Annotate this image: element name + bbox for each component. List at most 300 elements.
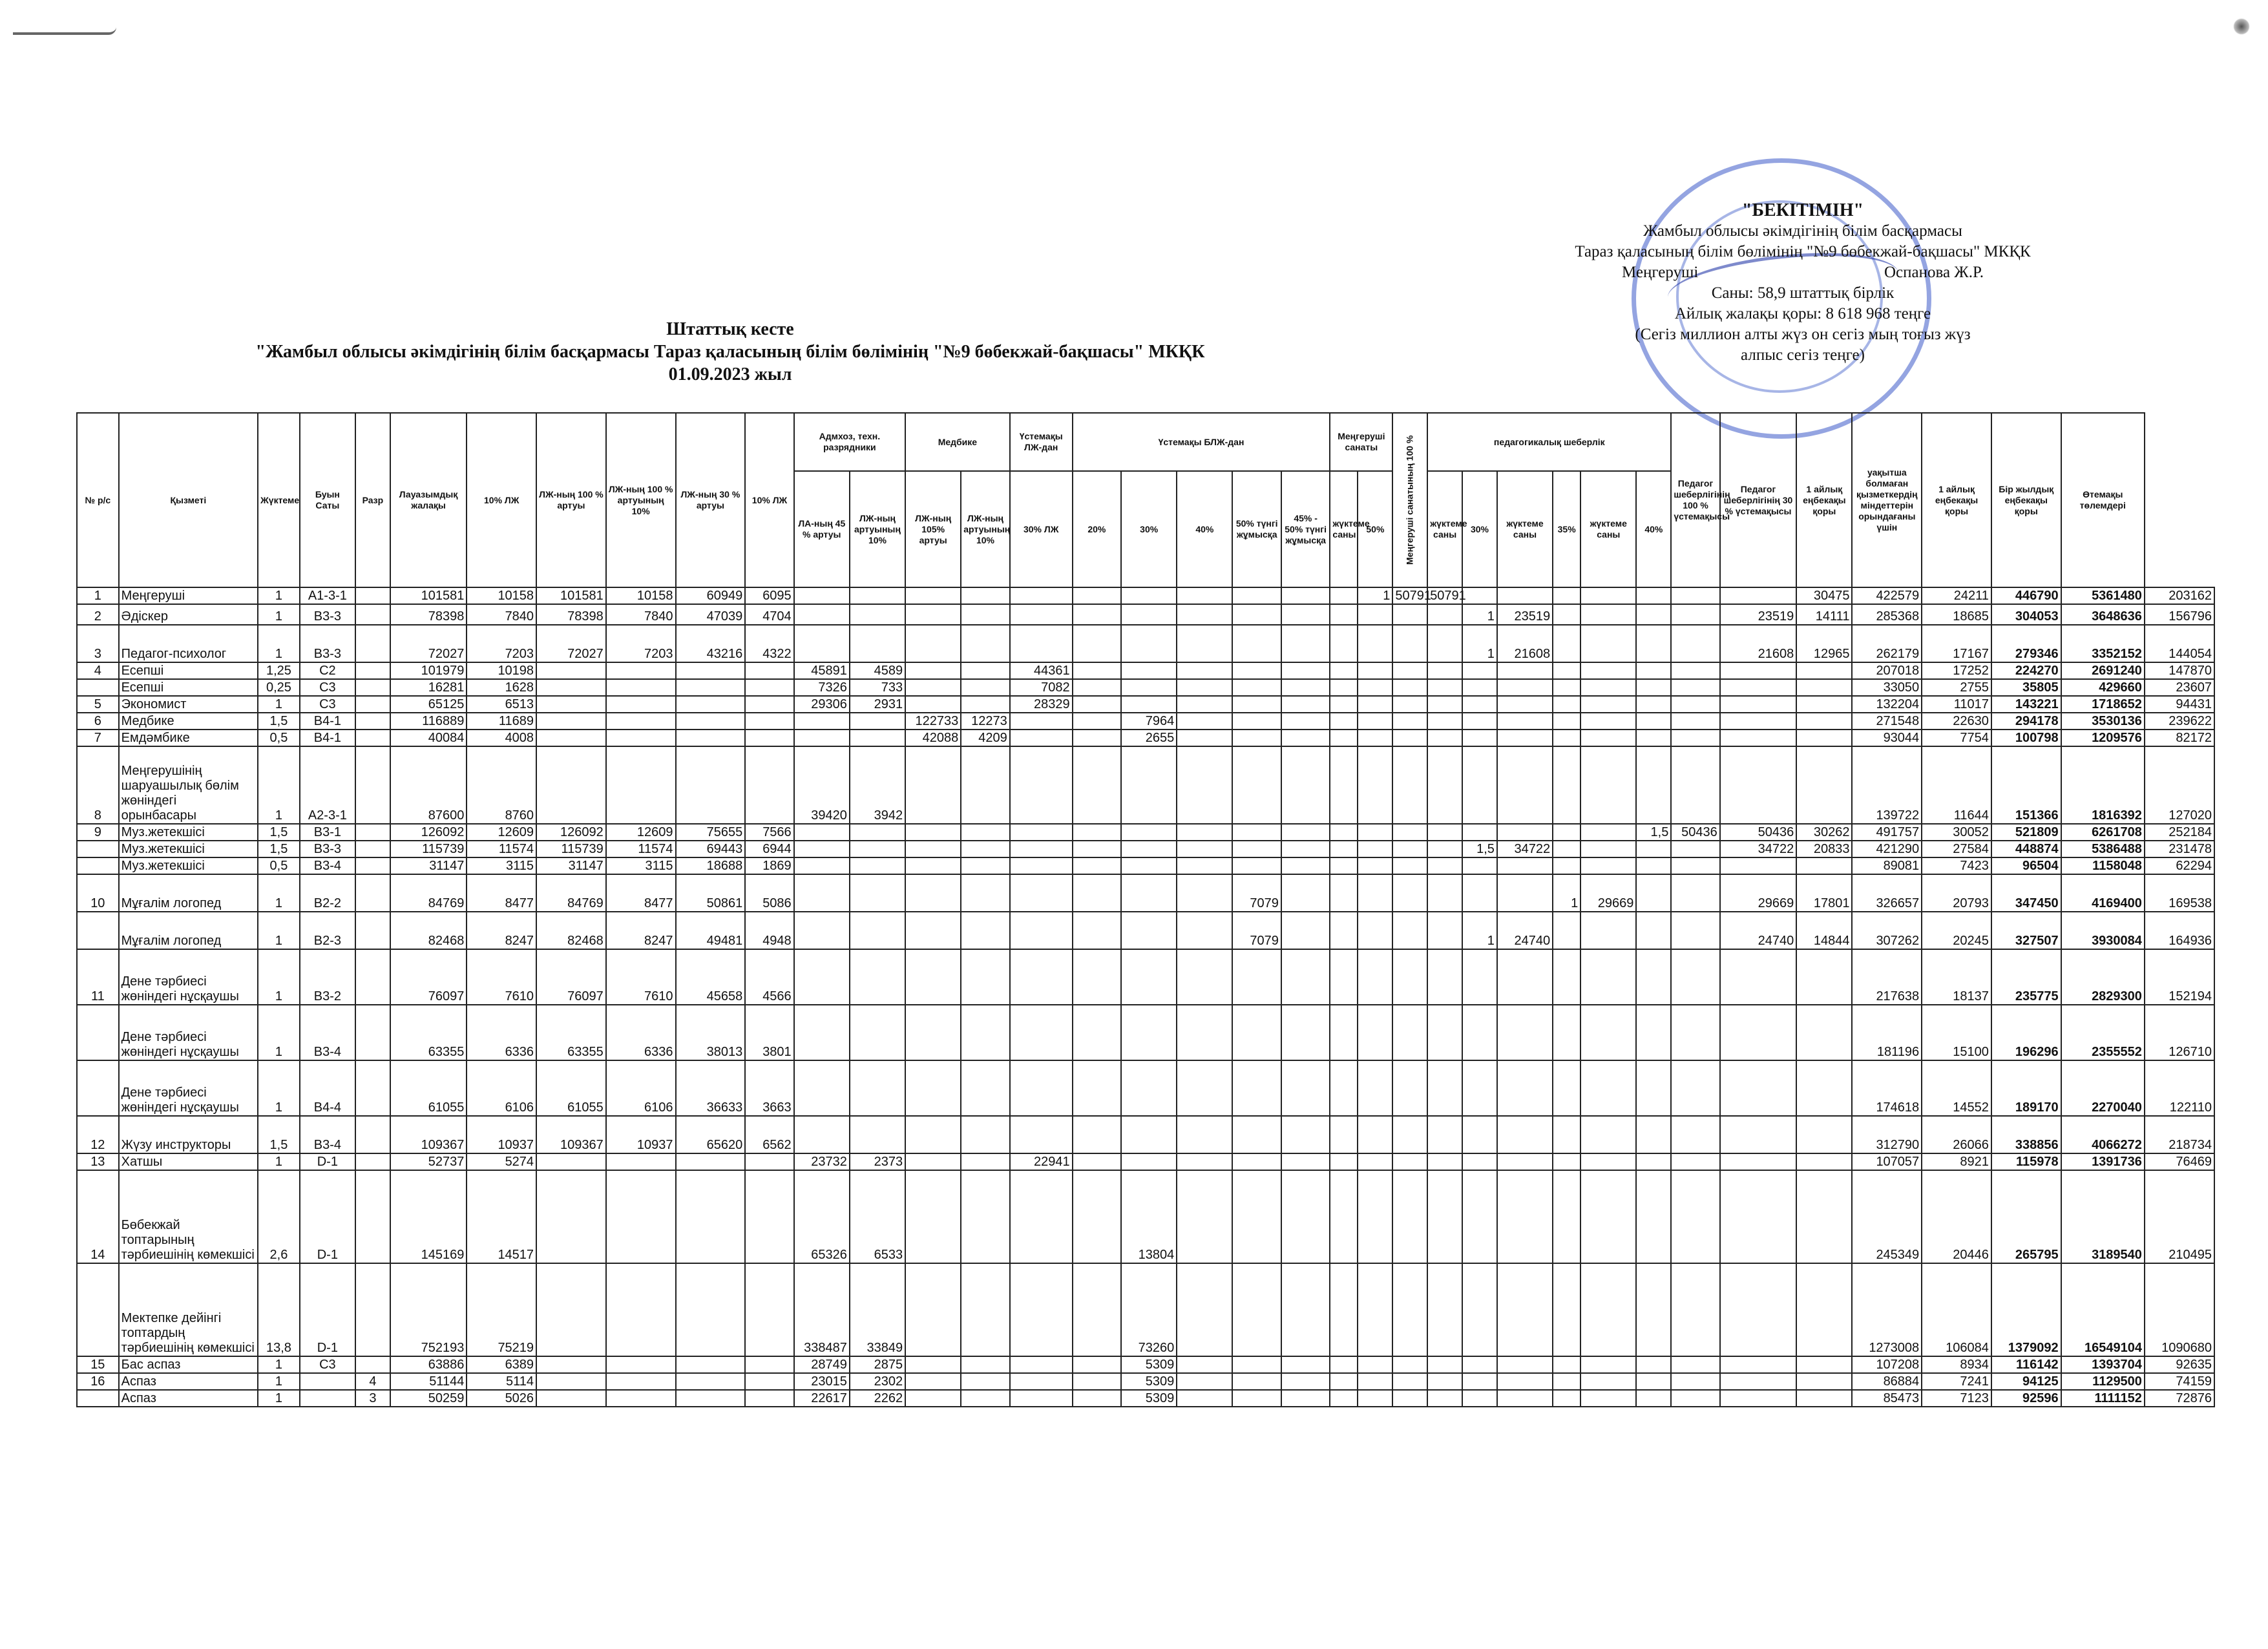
table-cell [536,1170,606,1263]
table-cell [905,841,961,857]
table-cell: 14552 [1922,1060,1991,1116]
table-cell [536,1390,606,1407]
table-cell [676,662,746,679]
table-cell [1580,912,1636,949]
table-cell: 6513 [467,696,536,713]
table-cell [1232,662,1281,679]
table-cell: 15 [77,1356,119,1373]
table-cell [1671,841,1719,857]
table-cell [1330,713,1358,730]
table-cell [536,662,606,679]
table-cell [961,912,1009,949]
table-cell: 22617 [794,1390,850,1407]
table-cell [1553,604,1580,625]
table-cell: 23732 [794,1153,850,1170]
table-cell [676,730,746,746]
table-cell [1497,1373,1553,1390]
table-cell [1073,1153,1121,1170]
table-row [77,730,2214,746]
table-cell: 30262 [1796,824,1852,841]
table-cell [961,949,1009,1005]
table-cell: В2-2 [300,874,355,912]
table-cell [1232,1373,1281,1390]
table-cell [1636,1373,1671,1390]
table-cell [1392,604,1427,625]
table-cell [961,1153,1009,1170]
table-cell: 8760 [467,746,536,824]
table-cell [1462,662,1497,679]
table-cell [1553,1263,1580,1356]
table-cell: 7964 [1121,713,1177,730]
table-cell: Бас аспаз [119,1356,258,1373]
table-cell [1232,679,1281,696]
table-cell [1462,1373,1497,1390]
table-cell [536,713,606,730]
table-cell [1720,1373,1797,1390]
table-cell [1330,1373,1358,1390]
header-group-head-category: Меңгеруші санаты [1330,413,1392,471]
table-cell: 107057 [1852,1153,1922,1170]
table-cell [1497,713,1553,730]
table-cell [1073,841,1121,857]
table-cell: В3-4 [300,1005,355,1060]
header-pm-load1: жүктеме саны [1427,471,1462,587]
header-pm-load3: жүктеме саны [1580,471,1636,587]
table-cell: 5309 [1121,1390,1177,1407]
table-cell [1010,874,1073,912]
table-cell: 6261708 [2061,824,2145,841]
table-cell: 2270040 [2061,1060,2145,1116]
table-cell [905,912,961,949]
table-cell: 1,5 [258,713,300,730]
table-cell: 446790 [1991,587,2061,604]
table-cell: 156796 [2145,604,2214,625]
table-cell [1330,1356,1358,1373]
table-cell: 7754 [1922,730,1991,746]
table-cell [355,949,390,1005]
table-cell: 100798 [1991,730,2061,746]
table-cell: 151366 [1991,746,2061,824]
table-cell [961,857,1009,874]
table-cell [961,1356,1009,1373]
table-cell [905,679,961,696]
table-cell: Мұғалім логопед [119,874,258,912]
table-cell [745,662,793,679]
table-cell: 6562 [745,1116,793,1153]
table-cell [794,824,850,841]
table-cell: Меңгерушінің шаруашылық бөлім жөніндегі орынбасары [119,746,258,824]
table-cell [1232,824,1281,841]
table-cell: 132204 [1852,696,1922,713]
table-cell: 4209 [961,730,1009,746]
table-cell [1177,949,1232,1005]
table-cell: 12 [77,1116,119,1153]
table-cell: В3-4 [300,857,355,874]
table-cell [1177,1356,1232,1373]
table-cell: 5 [77,696,119,713]
approval-title: "БЕКІТІМІН" [1741,200,1864,220]
table-cell: 76097 [536,949,606,1005]
table-cell [850,587,905,604]
table-cell [1427,746,1462,824]
table-row [77,1390,2214,1407]
table-cell: 6106 [606,1060,676,1116]
table-header-row-1 [77,413,2214,471]
table-cell [355,841,390,857]
table-cell [905,1005,961,1060]
table-cell: 7610 [606,949,676,1005]
table-cell: 72027 [536,625,606,662]
table-cell [77,1390,119,1407]
table-cell: 51144 [390,1373,467,1390]
table-cell [1636,874,1671,912]
table-cell: 0,5 [258,730,300,746]
header-head-category-100: Меңгеруші санатының 100 % [1392,413,1427,587]
table-cell [1010,587,1073,604]
table-cell: 174618 [1852,1060,1922,1116]
table-cell: 1 [258,1356,300,1373]
table-cell [1010,1170,1073,1263]
table-cell: 61055 [390,1060,467,1116]
table-cell [1427,679,1462,696]
table-cell [850,857,905,874]
table-cell [606,696,676,713]
table-cell [77,1263,119,1356]
table-cell: 10198 [467,662,536,679]
table-cell [536,1373,606,1390]
table-cell: Әдіскер [119,604,258,625]
table-cell: 11689 [467,713,536,730]
table-cell [1073,1060,1121,1116]
table-cell [1010,730,1073,746]
table-cell: 448874 [1991,841,2061,857]
table-cell: Муз.жетекшісі [119,841,258,857]
table-cell: 145169 [390,1170,467,1263]
table-cell: 4704 [745,604,793,625]
table-cell [1636,696,1671,713]
table-cell [1281,841,1330,857]
table-cell [1671,949,1719,1005]
table-cell [1232,625,1281,662]
table-cell [905,1153,961,1170]
table-cell: 122110 [2145,1060,2214,1116]
table-cell [1796,1373,1852,1390]
table-cell: Есепші [119,662,258,679]
table-cell: 5026 [467,1390,536,1407]
table-cell [1073,1390,1121,1407]
table-cell: 147870 [2145,662,2214,679]
table-cell [850,604,905,625]
table-cell [1177,587,1232,604]
table-cell [745,1170,793,1263]
table-cell: 2262 [850,1390,905,1407]
table-cell [1720,857,1797,874]
table-cell: 1,5 [1462,841,1497,857]
table-cell: 6533 [850,1170,905,1263]
table-cell [1121,587,1177,604]
table-cell: 18688 [676,857,746,874]
table-cell: 347450 [1991,874,2061,912]
table-cell: Есепші [119,679,258,696]
table-cell [355,912,390,949]
table-cell [1462,824,1497,841]
table-cell: 1 [1553,874,1580,912]
table-cell [1358,730,1392,746]
header-p30lj: 30% ЛЖ [1010,471,1073,587]
table-cell: 16 [77,1373,119,1390]
table-cell: 65620 [676,1116,746,1153]
table-cell: 2875 [850,1356,905,1373]
table-cell: 1 [1358,587,1392,604]
table-cell: 4169400 [2061,874,2145,912]
table-cell [1580,1356,1636,1373]
table-cell: 29669 [1720,874,1797,912]
table-cell: 4589 [850,662,905,679]
header-inc100: ЛЖ-ның 100 % артуы [536,413,606,587]
table-cell [1462,1263,1497,1356]
table-cell [745,746,793,824]
table-cell [1177,857,1232,874]
table-cell: 30052 [1922,824,1991,841]
header-position: Қызметі [119,413,258,587]
table-cell [1580,746,1636,824]
table-cell: 1 [258,912,300,949]
table-cell: D-1 [300,1170,355,1263]
table-cell [961,696,1009,713]
table-cell [850,713,905,730]
table-cell [1462,696,1497,713]
table-cell [745,679,793,696]
table-cell [1796,679,1852,696]
table-cell: 1 [258,1390,300,1407]
table-cell [1073,1263,1121,1356]
table-cell [1553,912,1580,949]
table-cell: В4-4 [300,1060,355,1116]
table-cell [794,604,850,625]
table-cell [1358,912,1392,949]
table-cell: D-1 [300,1263,355,1356]
table-cell [1720,1153,1797,1170]
table-cell: 65326 [794,1170,850,1263]
table-cell [1232,604,1281,625]
table-cell [1796,1153,1852,1170]
table-row [77,625,2214,662]
table-cell [1462,1356,1497,1373]
table-cell [1121,857,1177,874]
header-group-bonus-lj: Үстемақы ЛЖ-дан [1010,413,1073,471]
table-cell: 16549104 [2061,1263,2145,1356]
table-cell: 65125 [390,696,467,713]
table-cell [1073,1005,1121,1060]
table-cell: D-1 [300,1153,355,1170]
table-cell: 7840 [467,604,536,625]
table-cell [961,587,1009,604]
table-cell [1636,841,1671,857]
table-cell [355,713,390,730]
table-cell [1232,730,1281,746]
table-cell [1427,604,1462,625]
table-cell: 31147 [536,857,606,874]
table-cell: 4 [77,662,119,679]
table-cell [355,662,390,679]
table-cell [536,746,606,824]
table-cell: 107208 [1852,1356,1922,1373]
table-cell [1796,1356,1852,1373]
table-cell [1462,1060,1497,1116]
table-cell [1232,1263,1281,1356]
table-cell: 8934 [1922,1356,1991,1373]
table-cell [1121,1153,1177,1170]
table-cell [1497,679,1553,696]
table-cell [1232,696,1281,713]
table-row [77,1005,2214,1060]
table-cell [1330,1153,1358,1170]
table-cell [850,625,905,662]
table-cell [745,713,793,730]
table-cell [1671,912,1719,949]
table-row [77,604,2214,625]
table-cell: Аспаз [119,1373,258,1390]
table-cell: 6944 [745,841,793,857]
table-cell: 1 [258,696,300,713]
table-cell [1497,949,1553,1005]
table-cell [1580,662,1636,679]
header-group-bonus-blzh: Үстемақы БЛЖ-дан [1073,413,1330,471]
table-cell: 3115 [467,857,536,874]
table-cell: 43216 [676,625,746,662]
table-row [77,857,2214,874]
table-cell [1073,1373,1121,1390]
table-cell: 50791 [1427,587,1462,604]
table-cell: 252184 [2145,824,2214,841]
table-cell [1553,824,1580,841]
table-cell: 106084 [1922,1263,1991,1356]
table-cell: 72027 [390,625,467,662]
table-cell [676,713,746,730]
table-cell [1462,1390,1497,1407]
table-cell [1427,949,1462,1005]
table-cell: 127020 [2145,746,2214,824]
table-cell: 34722 [1720,841,1797,857]
table-cell [1073,1116,1121,1153]
table-cell [1796,713,1852,730]
table-cell: 2373 [850,1153,905,1170]
table-cell [1462,1153,1497,1170]
table-cell: 126092 [536,824,606,841]
table-cell: 279346 [1991,625,2061,662]
header-ped30: Педагог шеберлігінің 30 % үстемақысы [1720,413,1797,587]
table-cell: 1379092 [1991,1263,2061,1356]
table-cell: 30475 [1796,587,1852,604]
table-cell [1636,1263,1671,1356]
table-cell [905,824,961,841]
table-cell [1358,949,1392,1005]
table-cell: 3 [77,625,119,662]
table-cell [355,679,390,696]
approval-fund-words-2: алпыс сегіз теңге) [1741,346,1865,364]
table-cell: В3-2 [300,949,355,1005]
header-group-pedagogical: педагогикалық шеберлік [1427,413,1671,471]
table-cell: 63355 [390,1005,467,1060]
table-cell [1796,696,1852,713]
table-cell [1636,1390,1671,1407]
table-cell: 304053 [1991,604,2061,625]
table-cell [1330,857,1358,874]
table-cell: 84769 [390,874,467,912]
table-cell: 6336 [606,1005,676,1060]
table-cell [1553,1356,1580,1373]
header-yearly: Бір жылдық еңбекақы қоры [1991,413,2061,587]
table-cell: А2-3-1 [300,746,355,824]
table-cell [1636,1116,1671,1153]
table-cell: 1816392 [2061,746,2145,824]
table-cell [1636,1170,1671,1263]
table-cell: 7082 [1010,679,1073,696]
table-cell: 52737 [390,1153,467,1170]
table-cell [1358,1116,1392,1153]
header-la45: ЛА-ның 45 % артуы [794,471,850,587]
table-cell: 115739 [390,841,467,857]
table-cell: 28749 [794,1356,850,1373]
table-cell [905,1390,961,1407]
table-cell: 92596 [1991,1390,2061,1407]
table-cell [905,874,961,912]
table-cell: 327507 [1991,912,2061,949]
table-cell [355,625,390,662]
table-cell [77,1005,119,1060]
table-cell: 45658 [676,949,746,1005]
table-cell [1427,1116,1462,1153]
table-cell [1392,1116,1427,1153]
table-cell: 11017 [1922,696,1991,713]
table-cell [1330,1116,1358,1153]
table-cell [1073,604,1121,625]
table-cell [1330,1263,1358,1356]
table-cell: Хатшы [119,1153,258,1170]
table-cell: 101581 [390,587,467,604]
header-grade: Буын Саты [300,413,355,587]
table-cell [1073,1356,1121,1373]
table-cell [1121,679,1177,696]
table-cell [1553,746,1580,824]
table-cell: 1 [258,1060,300,1116]
approval-line-1: Жамбыл облысы әкімдігінің білім басқармасы [1643,222,1962,240]
table-cell [1330,696,1358,713]
table-cell: 271548 [1852,713,1922,730]
table-cell [961,1005,1009,1060]
table-cell [1073,949,1121,1005]
table-cell: 23519 [1497,604,1553,625]
table-row [77,1170,2214,1263]
table-cell: 285368 [1852,604,1922,625]
table-cell: 94125 [1991,1373,2061,1390]
table-cell: 6336 [467,1005,536,1060]
table-cell: 24211 [1922,587,1991,604]
table-cell [1720,662,1797,679]
table-cell [794,1116,850,1153]
table-cell [355,604,390,625]
table-cell [1281,696,1330,713]
table-cell: Экономист [119,696,258,713]
table-cell [1358,874,1392,912]
table-cell: Бөбекжай топтарының тәрбиешінің көмекшісі [119,1170,258,1263]
table-cell [1497,874,1553,912]
header-b30: 30% [1121,471,1177,587]
table-cell: 14 [77,1170,119,1263]
table-cell [905,1373,961,1390]
table-cell [1636,949,1671,1005]
table-cell [1121,662,1177,679]
